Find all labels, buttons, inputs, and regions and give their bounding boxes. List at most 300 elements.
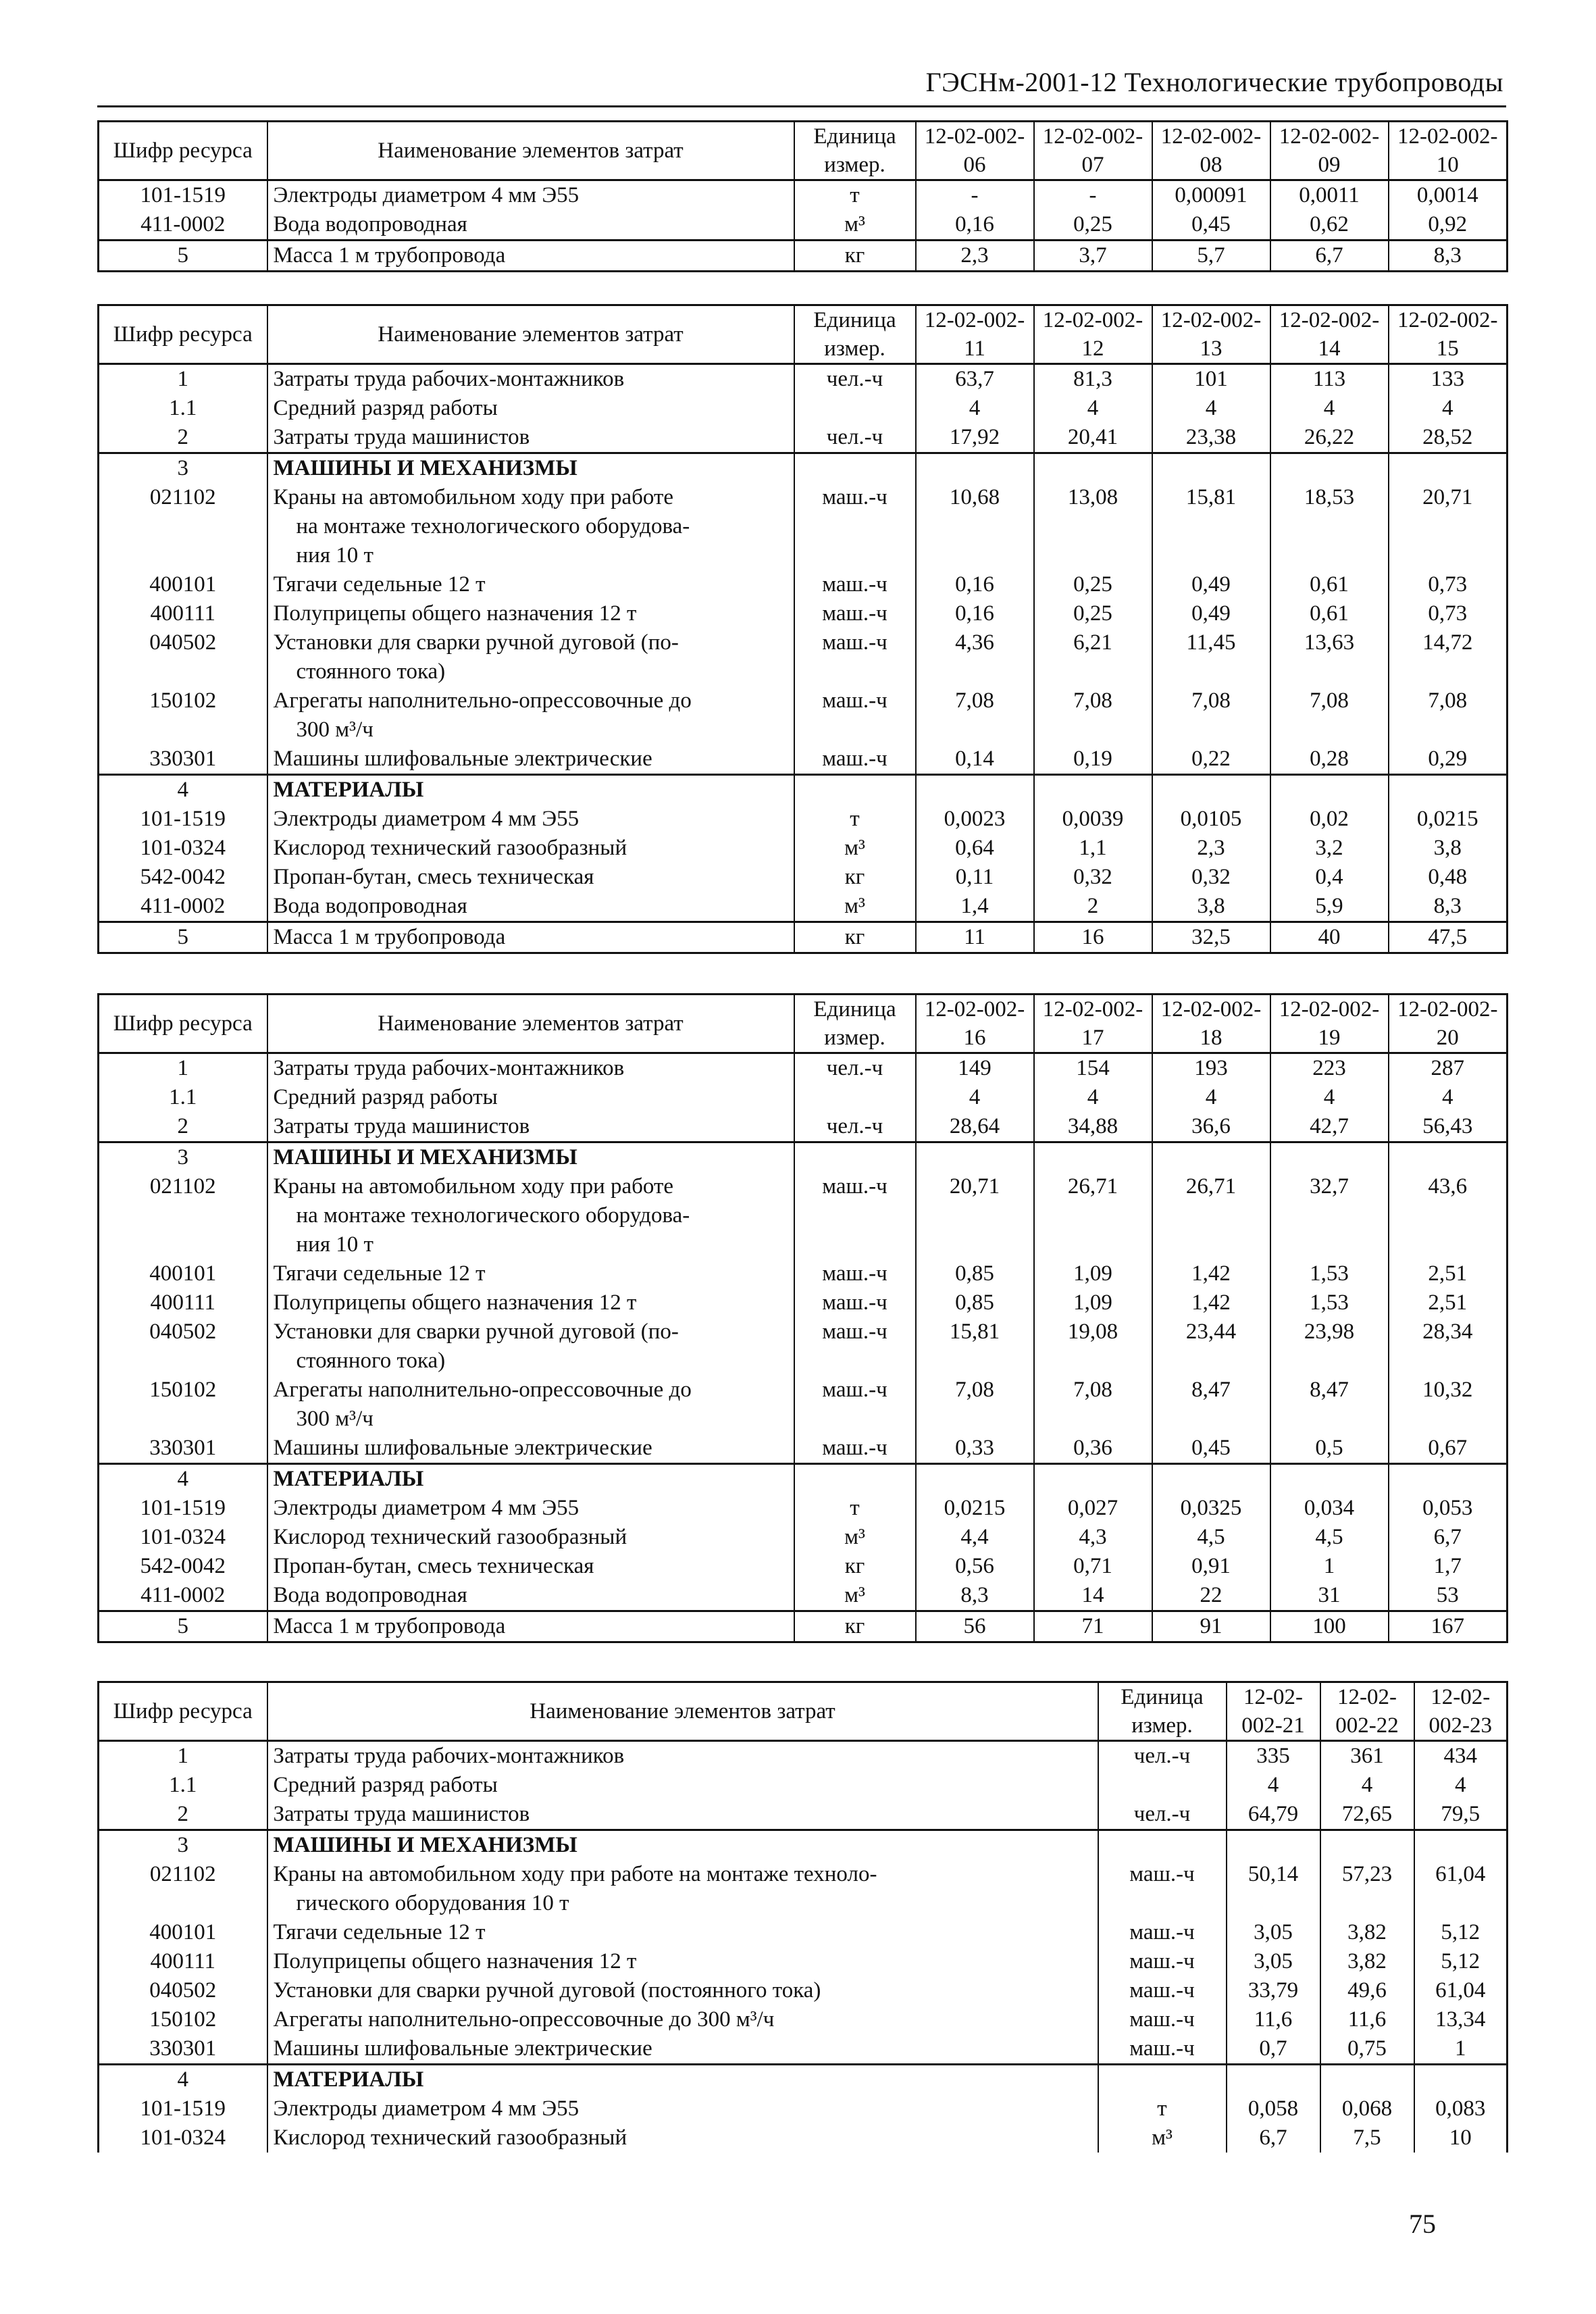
norm-value: 49,6 bbox=[1320, 1976, 1414, 2005]
cost-element-name bbox=[267, 805, 794, 834]
unit-of-measure bbox=[794, 1464, 916, 1494]
cost-element-name bbox=[267, 1860, 1098, 1918]
resource-code: 101-0324 bbox=[99, 1523, 267, 1552]
norm-value: 0,61 bbox=[1270, 599, 1389, 628]
table-row bbox=[99, 394, 1508, 423]
header-name: Наименование элементов затрат bbox=[267, 305, 794, 364]
norm-value: 7,08 bbox=[1152, 686, 1270, 745]
norm-value: 167 bbox=[1389, 1611, 1508, 1642]
resource-code: 2 bbox=[99, 1112, 267, 1142]
norm-value: 11,45 bbox=[1152, 628, 1270, 686]
table-row bbox=[99, 1053, 1508, 1084]
norm-value: 19,08 bbox=[1034, 1317, 1152, 1376]
cost-element-name bbox=[267, 1112, 794, 1142]
unit-of-measure: маш.-ч bbox=[1098, 1860, 1227, 1918]
norm-value: 1,53 bbox=[1270, 1288, 1389, 1317]
unit-of-measure: маш.-ч bbox=[794, 1172, 916, 1259]
cost-element-name bbox=[267, 745, 794, 775]
unit-of-measure: маш.-ч bbox=[794, 628, 916, 686]
name-line: Тягачи седельные 12 т bbox=[273, 572, 486, 597]
name-line: Краны на автомобильном ходу при работе bbox=[273, 485, 674, 509]
norm-value bbox=[1034, 775, 1152, 805]
table-row bbox=[99, 1464, 1508, 1494]
name-line: Электроды диаметром 4 мм Э55 bbox=[273, 1496, 580, 1520]
cost-element-name bbox=[267, 2123, 1098, 2153]
name-line: Краны на автомобильном ходу при работе на монтаже техноло- bbox=[273, 1862, 877, 1886]
norm-value: 15,81 bbox=[916, 1317, 1034, 1376]
table-row bbox=[99, 1611, 1508, 1642]
header-norm-code: 12-02-002-08 bbox=[1152, 122, 1270, 180]
norm-value: 13,08 bbox=[1034, 483, 1152, 570]
name-line: Агрегаты наполнительно-опрессовочные до bbox=[273, 688, 692, 713]
resource-code: 400111 bbox=[99, 1947, 267, 1976]
name-line: Средний разряд работы bbox=[273, 1085, 498, 1109]
norm-value: 28,52 bbox=[1389, 423, 1508, 453]
table-row bbox=[99, 1860, 1508, 1918]
resource-code: 3 bbox=[99, 1142, 267, 1173]
norm-value: 4 bbox=[1227, 1771, 1320, 1800]
name-line: стоянного тока) bbox=[296, 659, 446, 684]
cost-element-name bbox=[267, 210, 794, 241]
unit-of-measure bbox=[1098, 1830, 1227, 1861]
norm-value: 0,0105 bbox=[1152, 805, 1270, 834]
norm-value: 79,5 bbox=[1414, 1800, 1508, 1830]
norm-value: 72,65 bbox=[1320, 1800, 1414, 1830]
cost-element-name bbox=[267, 180, 794, 211]
resource-code: 150102 bbox=[99, 686, 267, 745]
norm-value: 6,21 bbox=[1034, 628, 1152, 686]
norm-value: 32,5 bbox=[1152, 922, 1270, 953]
norm-value: 0,068 bbox=[1320, 2094, 1414, 2123]
norm-value: 40 bbox=[1270, 922, 1389, 953]
norm-value: 20,71 bbox=[916, 1172, 1034, 1259]
norm-value: 0,64 bbox=[916, 834, 1034, 863]
norm-value: 0,32 bbox=[1152, 863, 1270, 892]
name-line: Средний разряд работы bbox=[273, 1773, 498, 1797]
norm-value: 133 bbox=[1389, 364, 1508, 395]
norm-value: 7,08 bbox=[1034, 686, 1152, 745]
cost-element-name bbox=[267, 1464, 794, 1494]
running-header bbox=[97, 62, 1506, 107]
resource-code: 101-1519 bbox=[99, 1494, 267, 1523]
name-line: ния 10 т bbox=[296, 1232, 374, 1257]
table-row bbox=[99, 1317, 1508, 1376]
resource-code: 5 bbox=[99, 241, 267, 272]
norm-value: 23,38 bbox=[1152, 423, 1270, 453]
cost-element-name bbox=[267, 2094, 1098, 2123]
norm-value: 0,45 bbox=[1152, 1434, 1270, 1464]
name-line: Электроды диаметром 4 мм Э55 bbox=[273, 807, 580, 831]
resource-code: 1 bbox=[99, 364, 267, 395]
norm-value bbox=[1270, 775, 1389, 805]
norm-value: 6,7 bbox=[1270, 241, 1389, 272]
norm-value: 0,083 bbox=[1414, 2094, 1508, 2123]
norm-value: 23,98 bbox=[1270, 1317, 1389, 1376]
unit-of-measure bbox=[794, 453, 916, 484]
table-row bbox=[99, 1800, 1508, 1830]
norm-value bbox=[1270, 1142, 1389, 1173]
norm-value: 5,7 bbox=[1152, 241, 1270, 272]
resource-code: 330301 bbox=[99, 1434, 267, 1464]
resource-code: 1.1 bbox=[99, 394, 267, 423]
norm-value bbox=[1152, 1142, 1270, 1173]
resource-code: 5 bbox=[99, 922, 267, 953]
cost-element-name bbox=[267, 2005, 1098, 2034]
norm-value bbox=[1389, 1142, 1508, 1173]
norm-value: 28,34 bbox=[1389, 1317, 1508, 1376]
unit-of-measure: маш.-ч bbox=[1098, 1918, 1227, 1947]
cost-element-name bbox=[267, 628, 794, 686]
unit-of-measure: т bbox=[794, 1494, 916, 1523]
table-row bbox=[99, 2005, 1508, 2034]
norm-value: 4 bbox=[916, 1083, 1034, 1112]
norm-value: 0,7 bbox=[1227, 2034, 1320, 2065]
cost-element-name bbox=[267, 423, 794, 453]
table-header-row bbox=[99, 995, 1508, 1053]
norm-value: 0,22 bbox=[1152, 745, 1270, 775]
norm-value: 0,02 bbox=[1270, 805, 1389, 834]
table-row bbox=[99, 2065, 1508, 2095]
norm-value: 20,41 bbox=[1034, 423, 1152, 453]
name-line: Пропан-бутан, смесь техническая bbox=[273, 1554, 594, 1578]
norm-value: 0,4 bbox=[1270, 863, 1389, 892]
norm-value: 3,05 bbox=[1227, 1918, 1320, 1947]
norm-value: 100 bbox=[1270, 1611, 1389, 1642]
resource-code: 5 bbox=[99, 1611, 267, 1642]
norm-value: 13,34 bbox=[1414, 2005, 1508, 2034]
norm-value: 7,08 bbox=[916, 686, 1034, 745]
table-row bbox=[99, 1142, 1508, 1173]
header-code: Шифр ресурса bbox=[99, 122, 267, 180]
table-row bbox=[99, 1259, 1508, 1288]
table-row bbox=[99, 483, 1508, 570]
unit-of-measure: чел.-ч bbox=[794, 1112, 916, 1142]
name-line: 300 м³/ч bbox=[296, 1407, 374, 1431]
norm-value: 4,5 bbox=[1152, 1523, 1270, 1552]
unit-of-measure: чел.-ч bbox=[794, 364, 916, 395]
name-line: Кислород технический газообразный bbox=[273, 836, 627, 860]
cost-element-name bbox=[267, 483, 794, 570]
unit-of-measure: маш.-ч bbox=[794, 483, 916, 570]
name-line: Агрегаты наполнительно-опрессовочные до bbox=[273, 1378, 692, 1402]
resource-code: 330301 bbox=[99, 745, 267, 775]
norm-value: 0,16 bbox=[916, 570, 1034, 599]
table-row bbox=[99, 2034, 1508, 2065]
cost-element-name bbox=[267, 1830, 1098, 1861]
resource-code: 040502 bbox=[99, 628, 267, 686]
table-row bbox=[99, 1112, 1508, 1142]
unit-of-measure: маш.-ч bbox=[794, 686, 916, 745]
norm-value: 0,0325 bbox=[1152, 1494, 1270, 1523]
norm-value: 0,0011 bbox=[1270, 180, 1389, 211]
norm-value: 0,67 bbox=[1389, 1434, 1508, 1464]
cost-element-name bbox=[267, 1259, 794, 1288]
header-unit: Единица измер. bbox=[794, 305, 916, 364]
resource-code: 021102 bbox=[99, 1860, 267, 1918]
cost-element-name bbox=[267, 775, 794, 805]
norm-value: 0,16 bbox=[916, 210, 1034, 241]
unit-of-measure: чел.-ч bbox=[1098, 1800, 1227, 1830]
unit-of-measure bbox=[1098, 2065, 1227, 2095]
table-row bbox=[99, 922, 1508, 953]
name-line: ния 10 т bbox=[296, 543, 374, 568]
norm-value: 2,3 bbox=[916, 241, 1034, 272]
norm-value: 15,81 bbox=[1152, 483, 1270, 570]
unit-of-measure: т bbox=[1098, 2094, 1227, 2123]
norm-value: 43,6 bbox=[1389, 1172, 1508, 1259]
norms-table-4 bbox=[97, 1681, 1508, 2153]
norm-value bbox=[916, 453, 1034, 484]
name-line: Затраты труда машинистов bbox=[273, 1114, 530, 1138]
table-row bbox=[99, 628, 1508, 686]
norm-value: 3,05 bbox=[1227, 1947, 1320, 1976]
norm-value: 0,33 bbox=[916, 1434, 1034, 1464]
norm-value: 361 bbox=[1320, 1741, 1414, 1771]
norms-table-3 bbox=[97, 993, 1508, 1643]
norm-value: 91 bbox=[1152, 1611, 1270, 1642]
table-row bbox=[99, 453, 1508, 484]
norm-value: 0,49 bbox=[1152, 570, 1270, 599]
cost-element-name bbox=[267, 1611, 794, 1642]
norm-value: 14,72 bbox=[1389, 628, 1508, 686]
cost-element-name bbox=[267, 892, 794, 922]
header-norm-code: 12-02-002-11 bbox=[916, 305, 1034, 364]
norm-value: 1,09 bbox=[1034, 1288, 1152, 1317]
table-row bbox=[99, 2123, 1508, 2153]
resource-code: 400111 bbox=[99, 599, 267, 628]
resource-code: 3 bbox=[99, 453, 267, 484]
norm-value bbox=[1034, 1142, 1152, 1173]
document-title: ГЭСНм-2001-12 Технологические трубопроводы bbox=[925, 67, 1503, 97]
norm-value: 10,68 bbox=[916, 483, 1034, 570]
norm-value: 0,14 bbox=[916, 745, 1034, 775]
norm-value bbox=[1389, 775, 1508, 805]
table-row bbox=[99, 805, 1508, 834]
resource-code: 411-0002 bbox=[99, 892, 267, 922]
name-line: Вода водопроводная bbox=[273, 894, 467, 918]
header-norm-code: 12-02-002-22 bbox=[1320, 1682, 1414, 1741]
resource-code: 4 bbox=[99, 1464, 267, 1494]
norm-value: 0,053 bbox=[1389, 1494, 1508, 1523]
name-line: Машины шлифовальные электрические bbox=[273, 2036, 652, 2061]
resource-code: 400101 bbox=[99, 1918, 267, 1947]
norm-value: 4 bbox=[1034, 1083, 1152, 1112]
header-code: Шифр ресурса bbox=[99, 305, 267, 364]
header-code: Шифр ресурса bbox=[99, 1682, 267, 1741]
norm-value: - bbox=[916, 180, 1034, 211]
resource-code: 150102 bbox=[99, 2005, 267, 2034]
norm-value: 11 bbox=[916, 922, 1034, 953]
resource-code: 1 bbox=[99, 1741, 267, 1771]
norm-value: 154 bbox=[1034, 1053, 1152, 1084]
table-row bbox=[99, 180, 1508, 211]
table-row bbox=[99, 1581, 1508, 1611]
norm-value: 42,7 bbox=[1270, 1112, 1389, 1142]
name-line: Масса 1 м трубопровода bbox=[273, 1614, 506, 1638]
cost-element-name bbox=[267, 2034, 1098, 2065]
norm-value: 0,32 bbox=[1034, 863, 1152, 892]
name-line: Кислород технический газообразный bbox=[273, 1525, 627, 1549]
header-norm-code: 12-02-002-23 bbox=[1414, 1682, 1508, 1741]
norm-value bbox=[1034, 1464, 1152, 1494]
name-line: Масса 1 м трубопровода bbox=[273, 925, 506, 949]
name-line: Полуприцепы общего назначения 12 т bbox=[273, 1290, 637, 1315]
name-line: Тягачи седельные 12 т bbox=[273, 1920, 486, 1944]
resource-code: 542-0042 bbox=[99, 1552, 267, 1581]
norm-value bbox=[1227, 1830, 1320, 1861]
norm-value: 7,08 bbox=[916, 1376, 1034, 1434]
norm-value: 0,0215 bbox=[1389, 805, 1508, 834]
name-line: Затраты труда машинистов bbox=[273, 1802, 530, 1826]
norm-value: 1,7 bbox=[1389, 1552, 1508, 1581]
name-line: Электроды диаметром 4 мм Э55 bbox=[273, 2096, 580, 2121]
norm-value: 53 bbox=[1389, 1581, 1508, 1611]
unit-of-measure: маш.-ч bbox=[794, 599, 916, 628]
header-norm-code: 12-02-002-16 bbox=[916, 995, 1034, 1053]
table-row bbox=[99, 2094, 1508, 2123]
table-row bbox=[99, 1741, 1508, 1771]
unit-of-measure: кг bbox=[794, 241, 916, 272]
name-line: Средний разряд работы bbox=[273, 396, 498, 420]
norm-value: 17,92 bbox=[916, 423, 1034, 453]
norm-value: 4,3 bbox=[1034, 1523, 1152, 1552]
norm-value bbox=[1034, 453, 1152, 484]
cost-element-name bbox=[267, 1376, 794, 1434]
norm-value: 32,7 bbox=[1270, 1172, 1389, 1259]
norm-value: 0,00091 bbox=[1152, 180, 1270, 211]
norm-value: 1,42 bbox=[1152, 1288, 1270, 1317]
norm-value: 8,47 bbox=[1270, 1376, 1389, 1434]
norm-value: 5,12 bbox=[1414, 1947, 1508, 1976]
norm-value: 2,51 bbox=[1389, 1288, 1508, 1317]
unit-of-measure: кг bbox=[794, 1611, 916, 1642]
norm-value: 8,3 bbox=[1389, 892, 1508, 922]
header-norm-code: 12-02-002-10 bbox=[1389, 122, 1508, 180]
norm-value: 0,11 bbox=[916, 863, 1034, 892]
name-line: Затраты труда рабочих-монтажников bbox=[273, 367, 625, 391]
resource-code: 101-0324 bbox=[99, 2123, 267, 2153]
norm-value: 0,45 bbox=[1152, 210, 1270, 241]
table-row bbox=[99, 1771, 1508, 1800]
cost-element-name bbox=[267, 1288, 794, 1317]
norm-value: 1,4 bbox=[916, 892, 1034, 922]
norm-value: 0,0023 bbox=[916, 805, 1034, 834]
norm-value: 4 bbox=[1389, 394, 1508, 423]
name-line: МАТЕРИАЛЫ bbox=[273, 2067, 424, 2092]
norm-value bbox=[1152, 775, 1270, 805]
norm-value: 31 bbox=[1270, 1581, 1389, 1611]
norm-value: 3,82 bbox=[1320, 1947, 1414, 1976]
norm-value: 0,25 bbox=[1034, 570, 1152, 599]
norm-value: 26,71 bbox=[1152, 1172, 1270, 1259]
norm-value: 1,53 bbox=[1270, 1259, 1389, 1288]
norm-value: 3,2 bbox=[1270, 834, 1389, 863]
table-row bbox=[99, 863, 1508, 892]
norm-value: 13,63 bbox=[1270, 628, 1389, 686]
name-line: Кислород технический газообразный bbox=[273, 2126, 627, 2150]
name-line: Вода водопроводная bbox=[273, 212, 467, 236]
norm-value: 7,08 bbox=[1389, 686, 1508, 745]
norm-value: 22 bbox=[1152, 1581, 1270, 1611]
unit-of-measure: м³ bbox=[794, 834, 916, 863]
unit-of-measure bbox=[794, 1083, 916, 1112]
resource-code: 542-0042 bbox=[99, 863, 267, 892]
table-row bbox=[99, 1288, 1508, 1317]
name-line: на монтаже технологического оборудова- bbox=[296, 1203, 690, 1228]
norm-value: 0,25 bbox=[1034, 599, 1152, 628]
norm-value: 81,3 bbox=[1034, 364, 1152, 395]
cost-element-name bbox=[267, 1317, 794, 1376]
norm-value: 0,56 bbox=[916, 1552, 1034, 1581]
table-row bbox=[99, 892, 1508, 922]
header-code: Шифр ресурса bbox=[99, 995, 267, 1053]
norm-value bbox=[1389, 453, 1508, 484]
norm-value: 0,29 bbox=[1389, 745, 1508, 775]
name-line: гического оборудования 10 т bbox=[296, 1891, 569, 1915]
unit-of-measure: т bbox=[794, 805, 916, 834]
cost-element-name bbox=[267, 1771, 1098, 1800]
norm-value: 0,027 bbox=[1034, 1494, 1152, 1523]
cost-element-name bbox=[267, 1142, 794, 1173]
name-line: стоянного тока) bbox=[296, 1349, 446, 1373]
unit-of-measure: т bbox=[794, 180, 916, 211]
norm-value: 0,85 bbox=[916, 1259, 1034, 1288]
norm-value: 434 bbox=[1414, 1741, 1508, 1771]
norm-value: 4 bbox=[1389, 1083, 1508, 1112]
header-norm-code: 12-02-002-20 bbox=[1389, 995, 1508, 1053]
norm-value: 0,25 bbox=[1034, 210, 1152, 241]
norm-value: 0,61 bbox=[1270, 570, 1389, 599]
resource-code: 101-1519 bbox=[99, 180, 267, 211]
norm-value: 101 bbox=[1152, 364, 1270, 395]
name-line: Полуприцепы общего назначения 12 т bbox=[273, 601, 637, 626]
norm-value: 20,71 bbox=[1389, 483, 1508, 570]
table-header-row bbox=[99, 122, 1508, 180]
table-row bbox=[99, 364, 1508, 395]
cost-element-name bbox=[267, 2065, 1098, 2095]
unit-of-measure bbox=[794, 775, 916, 805]
unit-of-measure bbox=[1098, 1771, 1227, 1800]
unit-of-measure: маш.-ч bbox=[1098, 2034, 1227, 2065]
resource-code: 150102 bbox=[99, 1376, 267, 1434]
norm-value: 63,7 bbox=[916, 364, 1034, 395]
cost-element-name bbox=[267, 1918, 1098, 1947]
norm-value bbox=[1320, 1830, 1414, 1861]
norm-value: 0,16 bbox=[916, 599, 1034, 628]
table-row bbox=[99, 241, 1508, 272]
unit-of-measure: кг bbox=[794, 1552, 916, 1581]
table-row bbox=[99, 1976, 1508, 2005]
norm-value: 335 bbox=[1227, 1741, 1320, 1771]
norm-value: 26,71 bbox=[1034, 1172, 1152, 1259]
norm-value: 287 bbox=[1389, 1053, 1508, 1084]
norm-value: 1,09 bbox=[1034, 1259, 1152, 1288]
name-line: МАШИНЫ И МЕХАНИЗМЫ bbox=[273, 456, 577, 480]
cost-element-name bbox=[267, 570, 794, 599]
norm-value bbox=[1414, 2065, 1508, 2095]
norm-value: 0,91 bbox=[1152, 1552, 1270, 1581]
norm-value: 7,08 bbox=[1034, 1376, 1152, 1434]
header-unit: Единица измер. bbox=[1098, 1682, 1227, 1741]
header-norm-code: 12-02-002-07 bbox=[1034, 122, 1152, 180]
name-line: Краны на автомобильном ходу при работе bbox=[273, 1174, 674, 1199]
table-row bbox=[99, 1172, 1508, 1259]
header-norm-code: 12-02-002-17 bbox=[1034, 995, 1152, 1053]
norm-value: 0,28 bbox=[1270, 745, 1389, 775]
norm-value: 7,08 bbox=[1270, 686, 1389, 745]
norms-table-1 bbox=[97, 120, 1508, 272]
norms-table-2 bbox=[97, 304, 1508, 954]
